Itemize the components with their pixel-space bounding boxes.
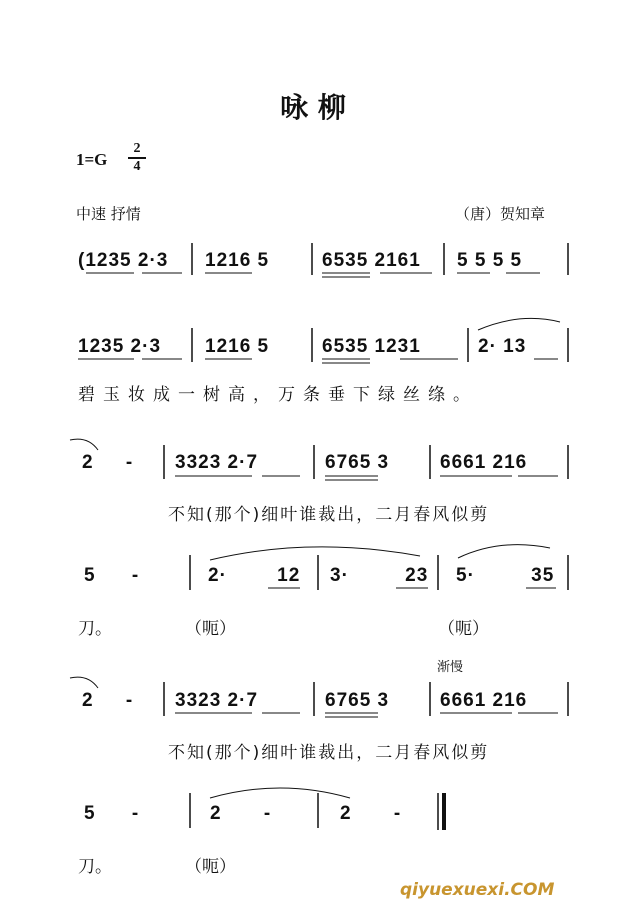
- measure-text: (1235 2·3: [78, 250, 169, 271]
- measure-text: 5 -: [84, 565, 155, 586]
- measure-text: 2· 12: [208, 565, 301, 586]
- measure-text: 3323 2·7: [175, 452, 259, 473]
- measure-text: 6765 3: [325, 452, 390, 473]
- lyrics: 刀。: [78, 857, 112, 877]
- measure-text: 2 -: [340, 803, 402, 824]
- lyrics: 碧玉妆成一树高，万条垂下绿丝绦。: [78, 385, 478, 405]
- interjection: （呃）: [185, 619, 236, 639]
- page-title: 咏 柳: [280, 91, 346, 124]
- measure-text: 3· 23: [330, 565, 429, 586]
- meter-bottom: 4: [133, 158, 141, 174]
- author: （唐）贺知章: [455, 205, 546, 223]
- measure-text: 1235 2·3: [78, 336, 162, 357]
- lyrics: 不知(那个)细叶谁裁出，二月春风似剪: [168, 505, 490, 525]
- interjection: （呃）: [185, 857, 236, 877]
- measure-text: 3323 2·7: [175, 690, 259, 711]
- measure-text: 2 -: [210, 803, 272, 824]
- measure-text: 6765 3: [325, 690, 390, 711]
- key-signature: 1=G: [76, 150, 108, 169]
- watermark: qiyuexuexi.COM: [400, 880, 555, 900]
- measure-text: 2· 13: [478, 336, 527, 357]
- ritardando-mark: 渐慢: [437, 660, 464, 675]
- measure-text: 2 -: [82, 690, 147, 711]
- measure-text: 1216 5: [205, 250, 270, 271]
- interjection: （呃）: [438, 619, 489, 639]
- measure-text: 6535 2161: [322, 250, 421, 271]
- meter-top: 2: [133, 141, 141, 156]
- measure-text: 6661 216: [440, 452, 528, 473]
- measure-text: 5 -: [84, 803, 155, 824]
- lyrics: 不知(那个)细叶谁裁出，二月春风似剪: [168, 743, 490, 763]
- measure-text: 5· 35: [456, 565, 555, 586]
- measure-text: 6661 216: [440, 690, 528, 711]
- lyrics: 刀。: [78, 619, 112, 639]
- measure-text: 5 5 5 5: [457, 250, 523, 271]
- measure-text: 1216 5: [205, 336, 270, 357]
- tempo-marking: 中速 抒情: [76, 205, 141, 223]
- measure-text: 2 -: [82, 452, 147, 473]
- measure-text: 6535 1231: [322, 336, 421, 357]
